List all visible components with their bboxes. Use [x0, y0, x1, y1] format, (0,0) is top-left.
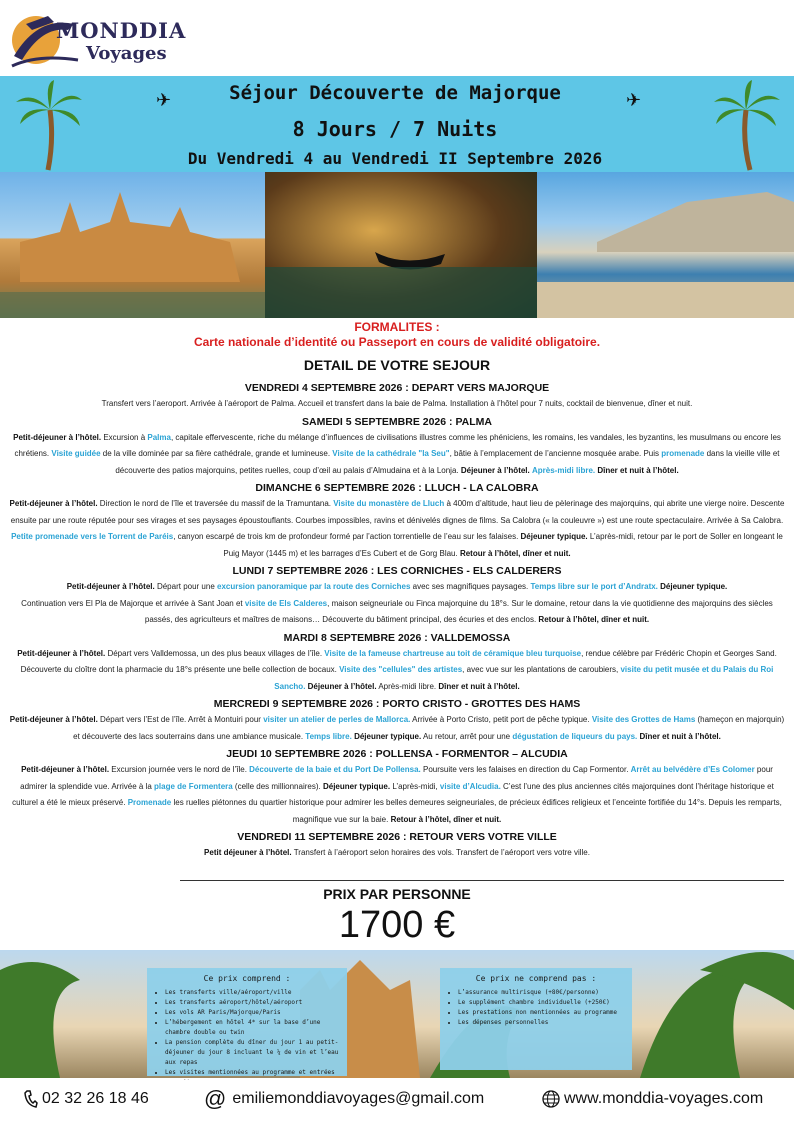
day-3 [8, 481, 786, 562]
photo-strip [0, 172, 794, 318]
company-logo [0, 0, 187, 76]
day-description: Petit-déjeuner à l’hôtel. Direction le nord de l’île et traversée du massif de la Tramuntana. Visite du monastère de Lluch à 400m d’altitude, haut lieu de pèlerinage des majorquins, qui abrite une vierge noire. Descente ensuite par une route réputée pour ses virages et ses paysages époustouflants. Courbes impossibles, ravins et dénivelés dignes de films. Sa Calobra (« la couleuvre ») est une route spectaculaire. Arrivée à Sa Calobra. Petite promenade vers le Torrent de Paréis, canyon escarpé de trois km de profondeur formé par l’action torrentielle de l’eau sur les falaises. Déjeuner typique. L’après-midi, retour par le port de Soller en longeant le Puig Mayor (1445 m) et les barrages d’Es Cubert et de Gorg Blau. Retour à l’hôtel, dîner et nuit. [9, 499, 785, 558]
day-8 [8, 830, 786, 862]
bottom-banner [0, 950, 794, 1078]
list-item: • Les dépenses personnelles [458, 1018, 624, 1028]
day-description: Petit-déjeuner à l’hôtel. Départ vers Valldemossa, un des plus beaux villages de l’île. Visite de la fameuse chartreuse au toit de céramique bleu turquoise, rendue célèbre par Frédéric Chopin et Georges Sand. Découverte du cloître dont la pharmacie du 18°s présente une belle collection de bocaux. Visite des "cellules" des artistes, avec vue sur les plantations de caroubiers, visite du petit musée et du Palais du Roi Sancho. Déjeuner à l’hôtel. Après-midi libre. Dîner et nuit à l’hôtel. [17, 648, 777, 691]
email-address: emiliemonddiavoyages@gmail.com [232, 1090, 485, 1107]
day-title: VENDREDI 11 SEPTEMBRE 2026 : RETOUR VERS VOTRE VILLE [237, 831, 557, 843]
background-scenery [0, 950, 794, 1078]
excludes-box [440, 968, 632, 1070]
formalities-text: Carte nationale d’identité ou Passeport en cours de validité obligatoire. [193, 335, 601, 349]
day-title: MARDI 8 SEPTEMBRE 2026 : VALLDEMOSSA [283, 631, 511, 644]
day-7 [8, 747, 786, 828]
day-description: Petit-déjeuner à l’hôtel. Départ vers l’Est de l’île. Arrêt à Montuiri pour visiter un atelier de perles de Mallorca. Arrivée à Porto Cristo, petit port de pêche typique. Visite des Grottes de Hams (hameçon en majorquin) et découverte des lacs souterrains dans une ambiance musicale. Temps libre. Déjeuner typique. Au retour, arrêt pour une dégustation de liqueurs du pays. Dîner et nuit à l’hôtel. [9, 715, 785, 741]
day-title: SAMEDI 5 SEPTEMBRE 2026 : PALMA [301, 415, 492, 428]
divider [180, 880, 784, 881]
itinerary [8, 379, 786, 862]
list-item: • L’hébergement en hôtel 4* sur la base d’une chambre double ou twin [165, 1018, 339, 1038]
day-description: Petit-déjeuner à l’hôtel. Excursion à Palma, capitale effervescente, riche du mélange d’influences de civilisations illustres comme les phéniciens, les romains, les vandales, les byzantins, les musulmans ou encore les chrétiens. Visite guidée de la ville dominée par sa fière cathédrale, grande et lumineuse. Visite de la cathédrale "la Seu", bâtie à l’emplacement de l’ancienne mosquée arabe. Puis promenade dans la vieille ville et découverte des patios majorquins, petites ruelles, coup d’œil au palais d’Almudaina et à la Lonja. Déjeuner à l’hôtel. Après-midi libre. Dîner et nuit à l’hôtel. [13, 432, 781, 475]
includes-list [155, 988, 339, 1088]
at-icon: @ [204, 1086, 227, 1111]
day-title: JEUDI 10 SEPTEMBRE 2026 : POLLENSA - FORMENTOR – ALCUDIA [226, 748, 568, 760]
day-description: Petit déjeuner à l’hôtel. Transfert à l’aéroport selon horaires des vols. Transfert de l’aéroport vers votre ville. [204, 848, 590, 857]
photo-caves [265, 172, 537, 318]
price-label: PRIX PAR PERSONNE [323, 886, 471, 902]
day-6 [8, 697, 786, 745]
day-title: MERCREDI 9 SEPTEMBRE 2026 : PORTO CRISTO - GROTTES DES HAMS [213, 698, 581, 710]
airplane-icon: ✈ [626, 90, 642, 110]
footer-website[interactable] [542, 1090, 763, 1108]
day-description: Transfert vers l’aeroport. Arrivée à l’aéroport de Palma. Accueil et transfert dans la baie de Palma. Installation à l’hôtel pour 7 nuits, cocktail de bienvenue, dîner et nuit. [101, 399, 693, 408]
list-item: • Les vols AR Paris/Majorque/Paris [165, 1008, 339, 1018]
footer-email[interactable] [204, 1086, 484, 1112]
day-description: Petit-déjeuner à l’hôtel. Excursion journée vers le nord de l’île. Découverte de la baie et du Port De Pollensa. Poursuite vers les falaises en direction du Cap Formentor. Arrêt au belvédère d’Es Colomer pour admirer la splendide vue. Arrivée à la plage de Formentera (celle des millionnaires). Déjeuner typique. L’après-midi, visite d’Alcudia. C’est l’une des plus anciennes cités majorquines dont l’héritage historique et culturel a été le mieux préservé. Promenade les ruelles piétonnes du quartier historique pour admirer les belles demeures seigneuriales, de précieux édifices religieux et l’enceinte fortifiée du 14°s. Depuis les remparts, magnifique vue sur la baie. Retour à l’hôtel, dîner et nuit. [12, 765, 782, 824]
list-item: • Le supplément chambre individuelle (+250€) [458, 998, 624, 1008]
list-item: • Les visites mentionnées au programme et entrées [165, 1068, 339, 1088]
formalities [0, 320, 794, 350]
day-4 [8, 564, 786, 629]
excludes-list [448, 988, 624, 1028]
day-title: LUNDI 7 SEPTEMBRE 2026 : LES CORNICHES - ELS CALDERERS [232, 565, 562, 577]
day-2 [8, 415, 786, 480]
trip-duration: 8 Jours / 7 Nuits [292, 117, 498, 141]
logo-subtitle: Voyages [86, 43, 167, 64]
phone-icon [24, 1090, 38, 1108]
palm-tree-icon [14, 80, 84, 170]
section-title: DETAIL DE VOTRE SEJOUR [303, 357, 491, 373]
day-title: DIMANCHE 6 SEPTEMBRE 2026 : LLUCH - LA CALOBRA [255, 482, 539, 494]
list-item: • L’assurance multirisque (+80€/personne) [458, 988, 624, 998]
day-description: Petit-déjeuner à l’hôtel. Départ pour une excursion panoramique par la route des Corniches avec ses magnifiques paysages. Temps libre sur le port d’Andratx. Déjeuner typique. Continuation vers El Pla de Majorque et arrivée à Sant Joan et visite de Els Calderes, maison seigneuriale ou Finca majorquine du 18°s. Sur le domaine, retour dans la vie quotidienne des majorquins des siècles passés, des agriculteurs et maîtres de maisons… Découverte du bâtiment principal, des écuries et des enclos. Retour à l’hôtel, dîner et nuit. [21, 582, 773, 624]
logo-name: MONDDIA [56, 18, 187, 43]
photo-palma-cathedral [0, 172, 265, 318]
day-title: VENDREDI 4 SEPTEMBRE 2026 : DEPART VERS MAJORQUE [244, 382, 550, 394]
day-5 [8, 631, 786, 696]
excludes-title: Ce prix ne comprend pas : [475, 974, 597, 983]
list-item: • Les prestations non mentionnées au programme [458, 1008, 624, 1018]
formalities-label: FORMALITES : [354, 320, 440, 334]
header-banner [0, 76, 794, 172]
includes-box [147, 968, 347, 1076]
footer-phone[interactable] [24, 1090, 149, 1108]
photo-harbor [537, 172, 794, 318]
list-item: • Les transferts ville/aéroport/ville [165, 988, 339, 998]
footer [0, 1080, 794, 1122]
palm-tree-icon [712, 80, 782, 170]
globe-icon [542, 1090, 560, 1108]
phone-number: 02 32 26 18 46 [42, 1090, 149, 1107]
price-value: 1700 € [338, 904, 456, 946]
airplane-icon: ✈ [156, 90, 172, 110]
includes-title: Ce prix comprend : [203, 974, 291, 983]
trip-title: Séjour Découverte de Majorque [229, 82, 561, 104]
trip-dates: Du Vendredi 4 au Vendredi II Septembre 2026 [187, 149, 603, 168]
website-url: www.monddia-voyages.com [564, 1090, 764, 1107]
list-item: • La pension complète du dîner du jour 1 au petit-déjeuner du jour 8 incluant le ¼ de vin et l’eau aux repas [165, 1038, 339, 1068]
day-1 [8, 381, 786, 413]
list-item: • Les transferts aéroport/hôtel/aéroport [165, 998, 339, 1008]
